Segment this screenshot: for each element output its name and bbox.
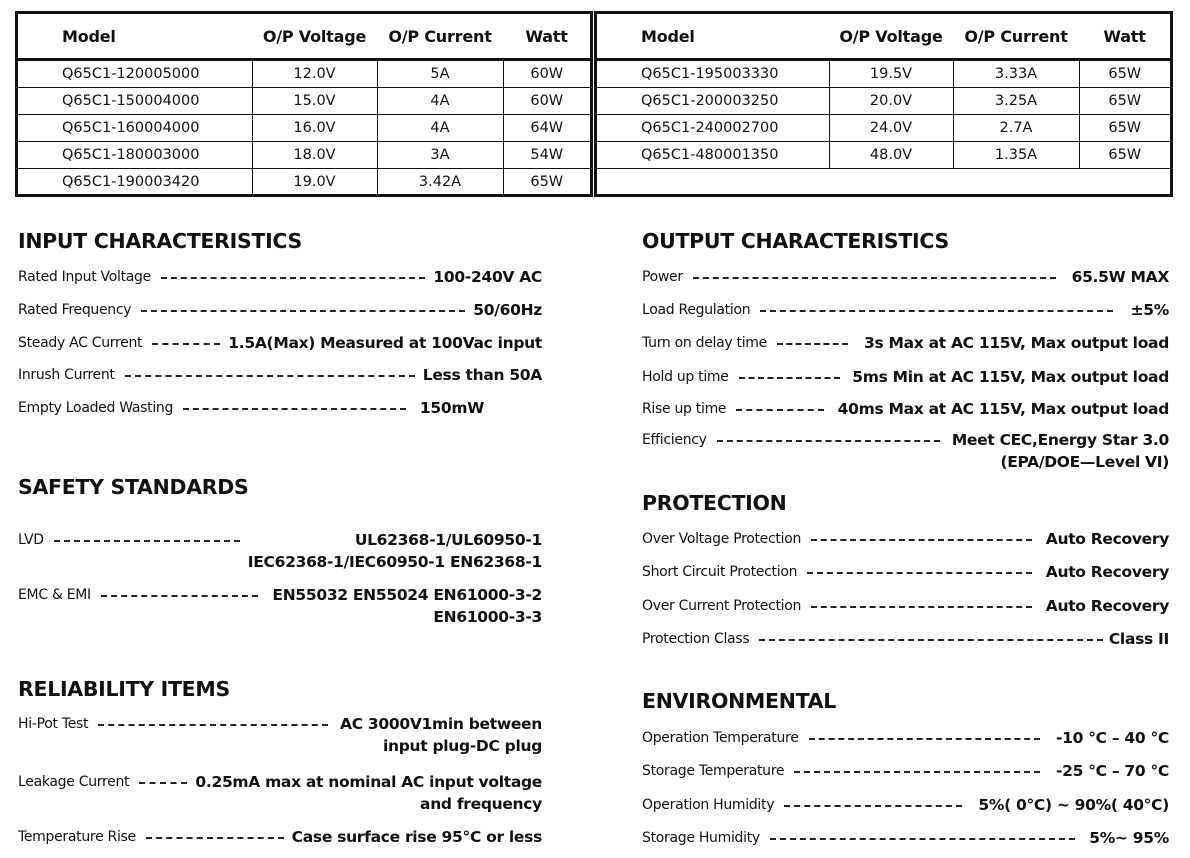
spec-label: Short Circuit Protection — [642, 564, 798, 580]
dotted-leader — [161, 277, 425, 279]
dotted-leader — [693, 277, 1056, 279]
dotted-leader — [811, 539, 1032, 541]
cell-current: 4A — [377, 88, 503, 115]
section-heading: RELIABILITY ITEMS — [18, 677, 230, 701]
spec-row-turn-on-delay-time — [642, 332, 1169, 354]
spec-row-emc-emi — [18, 584, 542, 628]
cell-empty — [829, 169, 953, 196]
cell-model: Q65C1-160004000 — [18, 115, 252, 142]
cell-voltage: 18.0V — [252, 142, 377, 169]
spec-row-operation-humidity — [642, 794, 1169, 816]
cell-watt: 54W — [503, 142, 590, 169]
table-row — [18, 115, 590, 142]
cell-watt: 64W — [503, 115, 590, 142]
spec-row-inrush-current — [18, 364, 542, 386]
dotted-leader — [152, 343, 220, 345]
table-row — [597, 88, 1170, 115]
spec-label: LVD — [18, 532, 44, 548]
spec-value: 100-240V AC — [433, 268, 542, 286]
dotted-leader — [146, 837, 284, 839]
cell-model: Q65C1-195003330 — [597, 60, 829, 88]
cell-watt: 65W — [1079, 60, 1170, 88]
protection-section — [642, 488, 1169, 658]
spec-value: Auto Recovery — [1045, 563, 1169, 581]
cell-watt: 65W — [1079, 88, 1170, 115]
table-row — [18, 60, 590, 88]
spec-row-protection-class — [642, 628, 1169, 650]
dotted-leader — [739, 377, 841, 379]
cell-model: Q65C1-240002700 — [597, 115, 829, 142]
dotted-leader — [759, 639, 1103, 641]
model-table-right — [594, 11, 1173, 197]
dotted-leader — [809, 738, 1041, 740]
table-row — [18, 169, 590, 196]
cell-model: Q65C1-150004000 — [18, 88, 252, 115]
cell-current: 3.42A — [377, 169, 503, 196]
spec-label: Turn on delay time — [642, 335, 767, 351]
header-current: O/P Current — [377, 14, 503, 60]
spec-label: Rated Input Voltage — [18, 269, 151, 285]
spec-value: 65.5W MAX — [1071, 268, 1169, 286]
spec-row-steady-ac-current — [18, 332, 542, 354]
spec-value: 1.5A(Max) Measured at 100Vac input — [228, 334, 542, 352]
spec-row-over-voltage-protection — [642, 528, 1169, 550]
cell-model: Q65C1-180003000 — [18, 142, 252, 169]
output-characteristics-section — [642, 226, 1169, 476]
spec-value: 3s Max at AC 115V, Max output load — [864, 334, 1169, 352]
header-watt: Watt — [1079, 14, 1170, 60]
spec-value-line: and frequency — [420, 795, 542, 813]
table-row — [597, 115, 1170, 142]
spec-value: -25 °C – 70 °C — [1056, 762, 1169, 780]
header-watt: Watt — [503, 14, 590, 60]
spec-value: ±5% — [1130, 301, 1169, 319]
spec-label: EMC & EMI — [18, 587, 91, 603]
safety-standards-section — [18, 472, 542, 632]
cell-voltage: 19.5V — [829, 60, 953, 88]
spec-label: Temperature Rise — [18, 829, 136, 845]
cell-watt: 65W — [1079, 142, 1170, 169]
spec-row-hold-up-time — [642, 366, 1169, 388]
spec-row-rated-input-voltage — [18, 266, 542, 288]
spec-value — [340, 713, 542, 757]
dotted-leader — [784, 805, 962, 807]
cell-watt: 65W — [1079, 115, 1170, 142]
section-heading: INPUT CHARACTERISTICS — [18, 229, 303, 253]
spec-row-hi-pot-test — [18, 713, 542, 757]
spec-value: 150mW — [419, 399, 484, 417]
spec-value: 5ms Min at AC 115V, Max output load — [852, 368, 1169, 386]
cell-model: Q65C1-200003250 — [597, 88, 829, 115]
cell-current: 3.25A — [953, 88, 1079, 115]
spec-value-line: EN55032 EN55024 EN61000-3-2 — [272, 586, 542, 604]
spec-label: Power — [642, 269, 683, 285]
dotted-leader — [101, 595, 259, 597]
cell-voltage: 16.0V — [252, 115, 377, 142]
table-row — [597, 142, 1170, 169]
spec-label: Empty Loaded Wasting — [18, 400, 174, 416]
input-characteristics-section — [18, 226, 542, 426]
header-model: Model — [597, 14, 829, 60]
spec-label: Hold up time — [642, 369, 729, 385]
cell-current: 3.33A — [953, 60, 1079, 88]
dotted-leader — [717, 440, 940, 442]
cell-voltage: 15.0V — [252, 88, 377, 115]
spec-label: Rated Frequency — [18, 302, 132, 318]
table-header-row — [597, 14, 1170, 60]
spec-value: Class II — [1108, 630, 1169, 648]
section-heading: ENVIRONMENTAL — [642, 689, 837, 713]
spec-value: Auto Recovery — [1045, 597, 1169, 615]
cell-watt: 60W — [503, 88, 590, 115]
spec-row-power — [642, 266, 1169, 288]
spec-value-line: Meet CEC,Energy Star 3.0 — [951, 431, 1169, 449]
cell-model: Q65C1-120005000 — [18, 60, 252, 88]
spec-label: Over Current Protection — [642, 598, 802, 614]
section-heading: OUTPUT CHARACTERISTICS — [642, 229, 949, 253]
spec-value: 5%( 0°C) ~ 90%( 40°C) — [978, 796, 1169, 814]
table-header-row — [18, 14, 590, 60]
cell-voltage: 24.0V — [829, 115, 953, 142]
dotted-leader — [139, 782, 187, 784]
spec-value — [248, 529, 542, 573]
spec-value: Auto Recovery — [1045, 530, 1169, 548]
header-voltage: O/P Voltage — [252, 14, 377, 60]
spec-row-rated-frequency — [18, 299, 542, 321]
spec-label: Load Regulation — [642, 302, 751, 318]
spec-row-storage-temperature — [642, 760, 1169, 782]
section-heading: SAFETY STANDARDS — [18, 475, 249, 499]
dotted-leader — [125, 375, 415, 377]
cell-model: Q65C1-480001350 — [597, 142, 829, 169]
spec-label: Leakage Current — [18, 774, 130, 790]
header-model: Model — [18, 14, 252, 60]
dotted-leader — [811, 606, 1032, 608]
cell-voltage: 12.0V — [252, 60, 377, 88]
cell-voltage: 48.0V — [829, 142, 953, 169]
spec-row-lvd — [18, 529, 542, 573]
spec-value — [272, 584, 542, 628]
spec-value — [952, 429, 1169, 473]
dotted-leader — [807, 572, 1032, 574]
spec-value-line: input plug-DC plug — [382, 737, 542, 755]
table-row — [18, 88, 590, 115]
table-row — [18, 142, 590, 169]
environmental-section — [642, 686, 1169, 856]
cell-current: 3A — [377, 142, 503, 169]
header-current: O/P Current — [953, 14, 1079, 60]
cell-voltage: 19.0V — [252, 169, 377, 196]
spec-label: Operation Temperature — [642, 730, 799, 746]
cell-current: 4A — [377, 115, 503, 142]
dotted-leader — [770, 838, 1075, 840]
spec-row-load-regulation — [642, 299, 1169, 321]
spec-value-line: (EPA/DOE—Level VI) — [1000, 453, 1169, 471]
cell-current: 2.7A — [953, 115, 1079, 142]
spec-value: 5%~ 95% — [1089, 829, 1169, 847]
dotted-leader — [794, 771, 1040, 773]
dotted-leader — [98, 724, 328, 726]
spec-row-efficiency — [642, 429, 1169, 473]
spec-label: Steady AC Current — [18, 335, 143, 351]
spec-value: Less than 50A — [422, 366, 542, 384]
spec-label: Rise up time — [642, 401, 727, 417]
table-row — [597, 60, 1170, 88]
spec-value-line: AC 3000V1min between — [340, 715, 542, 733]
spec-value — [195, 771, 542, 815]
reliability-items-section — [18, 674, 542, 854]
dotted-leader — [777, 343, 848, 345]
spec-value: -10 °C – 40 °C — [1056, 729, 1169, 747]
spec-label: Hi-Pot Test — [18, 716, 89, 732]
spec-label: Operation Humidity — [642, 797, 775, 813]
model-table-left — [15, 11, 593, 197]
cell-empty — [953, 169, 1079, 196]
cell-current: 1.35A — [953, 142, 1079, 169]
dotted-leader — [54, 540, 240, 542]
cell-watt: 65W — [530, 174, 564, 190]
spec-value: 50/60Hz — [473, 301, 542, 319]
spec-value: 40ms Max at AC 115V, Max output load — [837, 400, 1169, 418]
dotted-leader — [736, 409, 823, 411]
spec-row-short-circuit-protection — [642, 561, 1169, 583]
spec-value-line: EN61000-3-3 — [433, 608, 542, 626]
spec-label: Efficiency — [642, 432, 707, 448]
spec-row-storage-humidity — [642, 827, 1169, 849]
cell-watt: 60W — [503, 60, 590, 88]
spec-label: Inrush Current — [18, 367, 115, 383]
spec-row-over-current-protection — [642, 595, 1169, 617]
cell-empty — [597, 169, 829, 196]
spec-row-operation-temperature — [642, 727, 1169, 749]
spec-row-rise-up-time — [642, 398, 1169, 420]
section-heading: PROTECTION — [642, 491, 787, 515]
spec-label: Protection Class — [642, 631, 750, 647]
spec-label: Storage Humidity — [642, 830, 760, 846]
spec-label: Storage Temperature — [642, 763, 785, 779]
spec-row-empty-loaded-wasting — [18, 397, 542, 419]
dotted-leader — [183, 408, 406, 410]
spec-value-line: UL62368-1/UL60950-1 — [354, 531, 542, 549]
cell-voltage: 20.0V — [829, 88, 953, 115]
cell-model: Q65C1-190003420 — [18, 169, 252, 196]
cell-current: 5A — [377, 60, 503, 88]
spec-row-leakage-current — [18, 771, 542, 815]
dotted-leader — [760, 310, 1112, 312]
spec-value-line: IEC62368-1/IEC60950-1 EN62368-1 — [247, 553, 542, 571]
dotted-leader — [141, 310, 465, 312]
header-voltage: O/P Voltage — [829, 14, 953, 60]
spec-value-line: 0.25mA max at nominal AC input voltage — [195, 773, 542, 791]
spec-label: Over Voltage Protection — [642, 531, 802, 547]
spec-value: Case surface rise 95°C or less — [291, 828, 542, 846]
table-row-empty — [597, 169, 1170, 196]
cell-empty — [1079, 169, 1170, 196]
spec-row-temperature-rise — [18, 826, 542, 848]
